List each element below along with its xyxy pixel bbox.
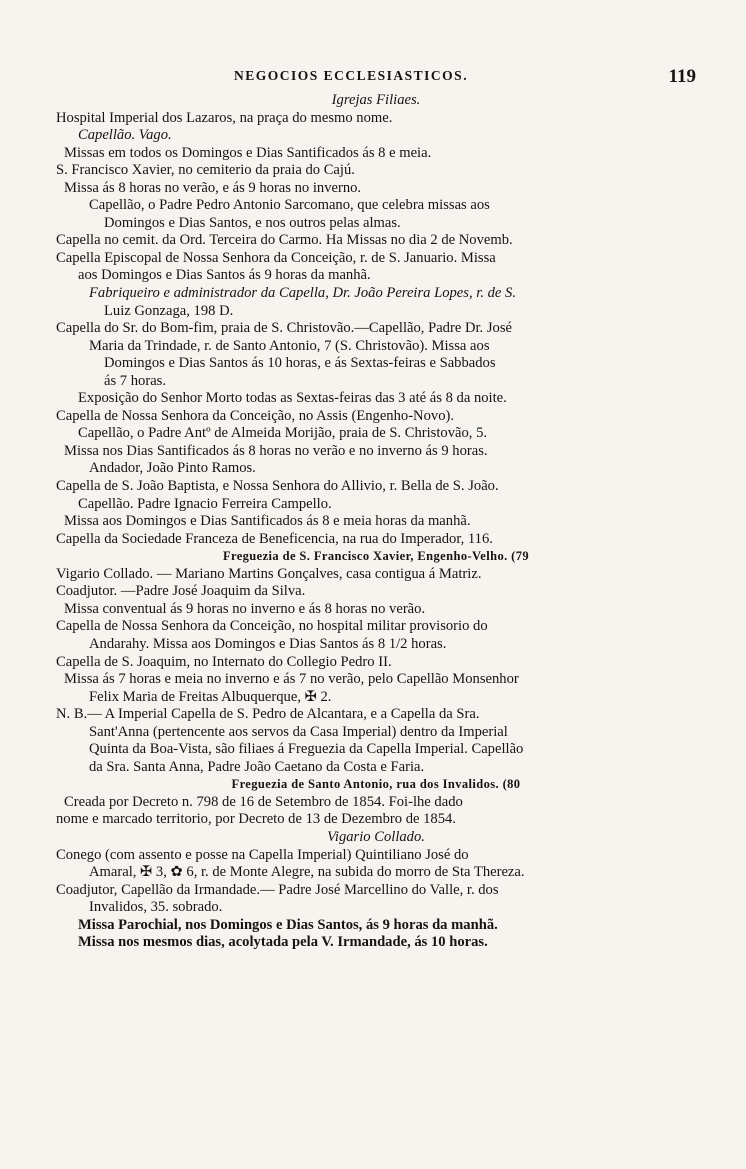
entry-line: Capella do Sr. do Bom-fim, praia de S. Christovão.—Capellão, Padre Dr. José xyxy=(56,320,512,337)
entry-line: Missa ás 7 horas e meia no inverno e ás 7 no verão, pelo Capellão Monsenhor xyxy=(64,671,519,688)
entry-line: Missa Parochial, nos Domingos e Dias Santos, ás 9 horas da manhã. xyxy=(78,916,498,933)
entry-line: Creada por Decreto n. 798 de 16 de Setembro de 1854. Foi-lhe dado xyxy=(64,793,463,810)
entry-line: Coadjutor. —Padre José Joaquim da Silva. xyxy=(56,583,306,600)
entry-line: Sant'Anna (pertencente aos servos da Casa Imperial) dentro da Imperial xyxy=(89,723,508,740)
section-heading: Freguezia de Santo Antonio, rua dos Invalidos. (80 xyxy=(231,777,521,792)
entry-line: Conego (com assento e posse na Capella Imperial) Quintiliano José do xyxy=(56,846,469,863)
entry-line: Capella de Nossa Senhora da Conceição, no Assis (Engenho-Novo). xyxy=(56,407,454,424)
entry-line: Missa conventual ás 9 horas no inverno e ás 8 horas no verão. xyxy=(64,600,426,617)
entry-line: Exposição do Senhor Morto todas as Sextas-feiras das 3 até ás 8 da noite. xyxy=(78,390,507,407)
entry-line: Capellão, o Padre Antº de Almeida Morijão, praia de S. Christovão, 5. xyxy=(78,425,488,442)
page-number: 119 xyxy=(668,66,696,87)
entry-line: Amaral, ✠ 3, ✿ 6, r. de Monte Alegre, na subida do morro de Sta Thereza. xyxy=(89,864,525,881)
entry-line: Missa ás 8 horas no verão, e ás 9 horas no inverno. xyxy=(64,179,362,196)
entry-line: S. Francisco Xavier, no cemiterio da praia do Cajú. xyxy=(56,162,355,179)
entry-line: Domingos e Dias Santos ás 10 horas, e ás Sextas-feiras e Sabbados xyxy=(104,355,496,372)
entry-line: Coadjutor, Capellão da Irmandade.— Padre José Marcellino do Valle, r. dos xyxy=(56,881,499,898)
entry-line: Capella de S. João Baptista, e Nossa Senhora do Allivio, r. Bella de S. João. xyxy=(56,478,499,495)
entry-line: Andarahy. Missa aos Domingos e Dias Santos ás 8 1/2 horas. xyxy=(89,635,447,652)
entry-line: N. B.— A Imperial Capella de S. Pedro de Alcantara, e a Capella da Sra. xyxy=(56,706,480,723)
entry-line: Invalidos, 35. sobrado. xyxy=(89,899,223,916)
running-title: NEGOCIOS ECCLESIASTICOS. xyxy=(234,68,469,83)
entry-line: Missa nos mesmos dias, acolytada pela V. Irmandade, ás 10 horas. xyxy=(78,934,488,951)
entry-line: Andador, João Pinto Ramos. xyxy=(89,460,256,477)
entry-line: Capella Episcopal de Nossa Senhora da Conceição, r. de S. Januario. Missa xyxy=(56,249,496,266)
entry-line: aos Domingos e Dias Santos ás 9 horas da manhã. xyxy=(78,267,371,284)
entry-line: Capella de Nossa Senhora da Conceição, no hospital militar provisorio do xyxy=(56,618,488,635)
entry-line: Luiz Gonzaga, 198 D. xyxy=(104,302,234,319)
entry-line: Hospital Imperial dos Lazaros, na praça do mesmo nome. xyxy=(56,109,393,126)
entry-line: ás 7 horas. xyxy=(104,372,167,389)
entry-line: Maria da Trindade, r. de Santo Antonio, 7 (S. Christovão). Missa aos xyxy=(89,337,490,354)
entry-line: Felix Maria de Freitas Albuquerque, ✠ 2. xyxy=(89,688,332,705)
entry-line: Vigario Collado. — Mariano Martins Gonçalves, casa contigua á Matriz. xyxy=(56,565,482,582)
entry-line: Capellão. Padre Ignacio Ferreira Campello. xyxy=(78,495,332,512)
document-page xyxy=(56,68,696,952)
entry-line: Quinta da Boa-Vista, são filiaes á Freguezia da Capella Imperial. Capellão xyxy=(89,741,524,758)
entry-line: Capella da Sociedade Franceza de Beneficencia, na rua do Imperador, 116. xyxy=(56,530,493,547)
entry-line: Missa aos Domingos e Dias Santificados ás 8 e meia horas da manhã. xyxy=(64,513,471,530)
entry-line: Capella no cemit. da Ord. Terceira do Carmo. Ha Missas no dia 2 de Novemb. xyxy=(56,232,513,249)
entry-line: Fabriqueiro e administrador da Capella, Dr. João Pereira Lopes, r. de S. xyxy=(89,285,516,302)
entry-line: da Sra. Santa Anna, Padre João Caetano da Costa e Faria. xyxy=(89,758,425,775)
entry-line: Domingos e Dias Santos, e nos outros pelas almas. xyxy=(104,214,401,231)
entry-line: nome e marcado territorio, por Decreto de 13 de Dezembro de 1854. xyxy=(56,811,456,828)
entry-line: Missas em todos os Domingos e Dias Santificados ás 8 e meia. xyxy=(64,144,432,161)
entry-line: Missa nos Dias Santificados ás 8 horas no verão e no inverno ás 9 horas. xyxy=(64,442,488,459)
entry-line: Capellão. Vago. xyxy=(78,127,172,144)
section-heading: Freguezia de S. Francisco Xavier, Engenho-Velho. (79 xyxy=(222,549,530,564)
section-subtitle: Vigario Collado. xyxy=(327,828,425,845)
page-header xyxy=(56,68,696,92)
entry-line: Capellão, o Padre Pedro Antonio Sarcomano, que celebra missas aos xyxy=(89,197,490,214)
entry-line: Capella de S. Joaquim, no Internato do Collegio Pedro II. xyxy=(56,653,392,670)
section-subtitle: Igrejas Filiaes. xyxy=(331,92,421,108)
